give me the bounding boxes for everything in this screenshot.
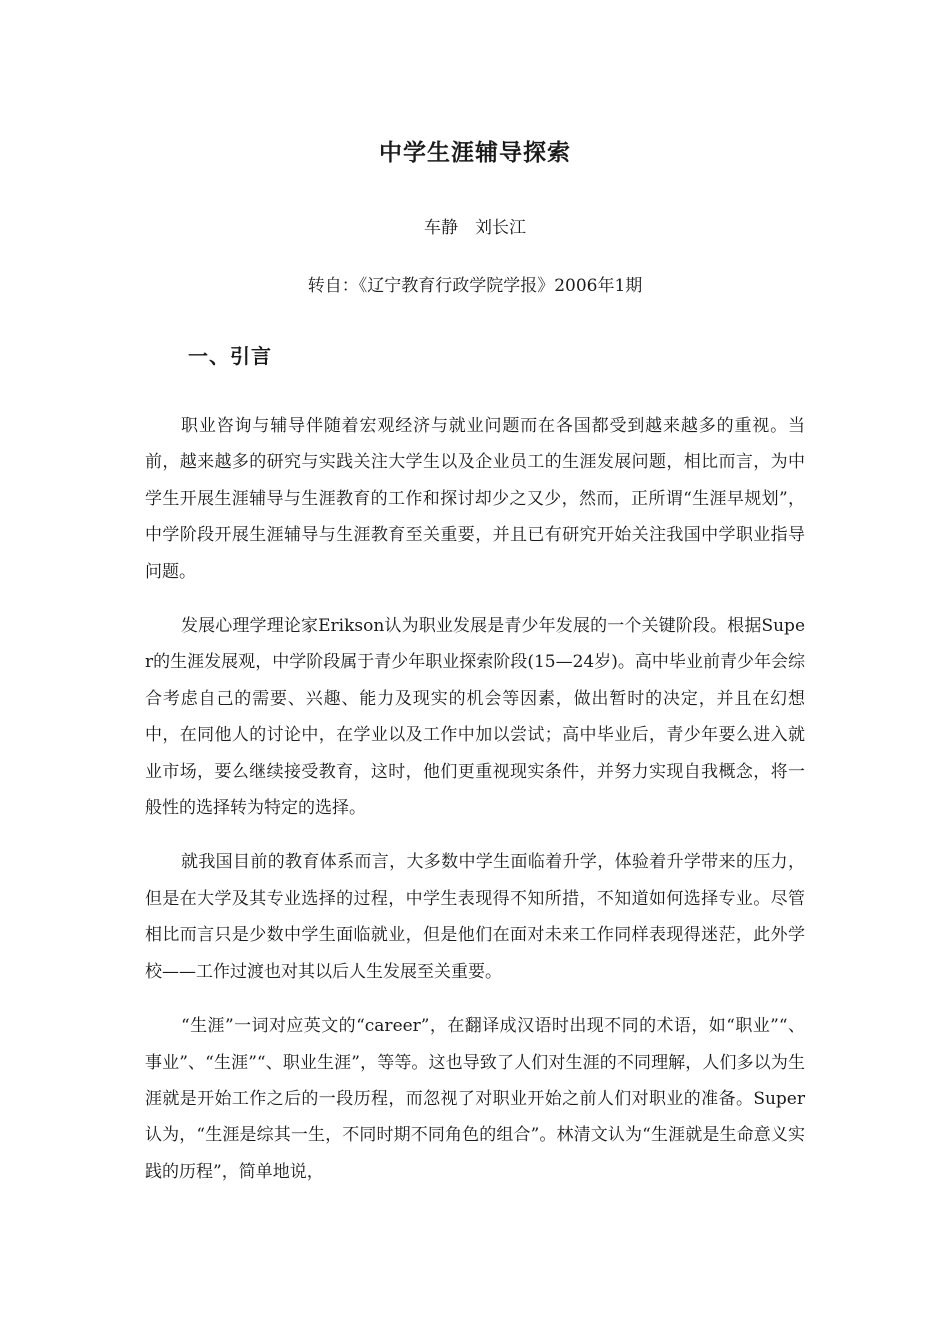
- document-body: [145, 408, 805, 1208]
- section-heading-introduction: 一、引言: [188, 344, 272, 368]
- paragraph: 发展心理学理论家Erikson认为职业发展是青少年发展的一个关键阶段。根据Super的生涯发展观，中学阶段属于青少年职业探索阶段(15—24岁)。高中毕业前青少年会综合考虑自己的需要、兴趣、能力及现实的机会等因素，做出暂时的决定，并且在幻想中，在同他人的讨论中，在学业以及工作中加以尝试；高中毕业后，青少年要么进入就业市场，要么继续接受教育，这时，他们更重视现实条件，并努力实现自我概念，将一般性的选择转为特定的选择。: [145, 616, 805, 819]
- document-source: 转自：《辽宁教育行政学院学报》2006年1期: [307, 276, 643, 296]
- paragraph: “生涯”一词对应英文的“career”，在翻译成汉语时出现不同的术语，如“职业”“、事业”、“生涯”“、职业生涯”，等等。这也导致了人们对生涯的不同理解，人们多以为生涯就是开始工作之后的一段历程，而忽视了对职业开始之前人们对职业的准备。Super认为，“生涯是综其一生，不同时期不同角色的组合”。林清文认为“生涯就是生命意义实践的历程”，简单地说，: [145, 1016, 805, 1182]
- paragraph: 职业咨询与辅导伴随着宏观经济与就业问题而在各国都受到越来越多的重视。当前，越来越多的研究与实践关注大学生以及企业员工的生涯发展问题，相比而言，为中学生开展生涯辅导与生涯教育的工作和探讨却少之又少，然而，正所谓“生涯早规划”，中学阶段开展生涯辅导与生涯教育至关重要，并且已有研究开始关注我国中学职业指导问题。: [145, 416, 805, 582]
- document-authors: 车静 刘长江: [424, 218, 526, 238]
- document-title: 中学生涯辅导探索: [379, 140, 571, 166]
- paragraph: 就我国目前的教育体系而言，大多数中学生面临着升学，体验着升学带来的压力，但是在大学及其专业选择的过程，中学生表现得不知所措，不知道如何选择专业。尽管相比而言只是少数中学生面临就业，但是他们在面对未来工作同样表现得迷茫，此外学校——工作过渡也对其以后人生发展至关重要。: [145, 852, 805, 982]
